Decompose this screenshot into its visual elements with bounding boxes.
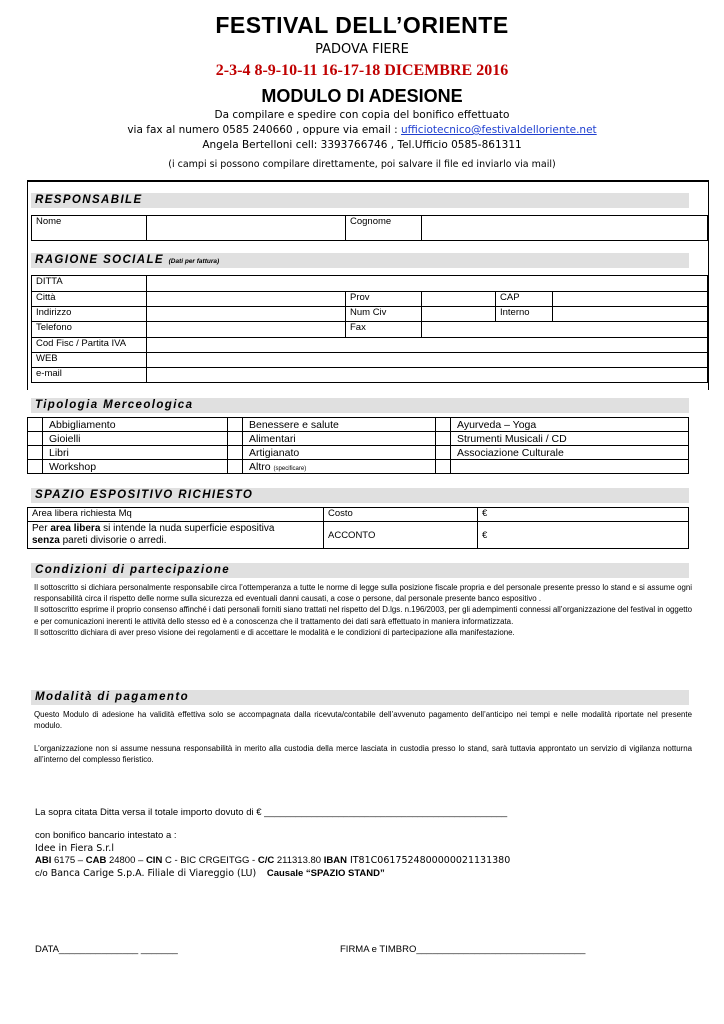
checkbox-workshop[interactable] <box>28 460 43 474</box>
desc-text: Per <box>32 523 51 534</box>
section-tipologia <box>31 398 689 413</box>
citta-field[interactable] <box>147 292 346 307</box>
condizioni-text <box>34 582 692 638</box>
checkbox-associazione[interactable] <box>436 446 451 460</box>
checkbox-benessere[interactable] <box>228 418 243 432</box>
section-spazio-title: SPAZIO ESPOSITIVO RICHIESTO <box>35 489 254 501</box>
option-altro <box>243 460 436 474</box>
web-field[interactable] <box>147 353 708 368</box>
pagamento-p1: Questo Modulo di adesione ha validità effettiva solo se accompagnata dalla ricevuta/contabile dell’avvenuto pagamento dell’anticipo nei tempi e nelle modalità riportate nel presente modulo. <box>34 710 692 731</box>
option-alimentari: Alimentari <box>243 432 436 446</box>
codfisc-field[interactable] <box>147 338 708 353</box>
section-condizioni <box>31 563 689 578</box>
firma-field[interactable]: FIRMA e TIMBRO________________________________ <box>340 944 586 955</box>
section-spazio <box>31 488 689 503</box>
option-associazione: Associazione Culturale <box>451 446 689 460</box>
cin-value: C - BIC CRGEITGG - <box>162 855 258 866</box>
spazio-table <box>27 507 689 549</box>
venue-subtitle: PADOVA FIERE <box>315 42 409 57</box>
iban-label: IBAN <box>323 855 347 866</box>
condizioni-p3: Il sottoscritto dichiara di aver preso visione dei regolamenti e di accettare le modalità e le condizioni di partecipazione alla manifestazione. <box>34 627 515 637</box>
abi-label: ABI <box>35 855 52 866</box>
form-title: MODULO DI ADESIONE <box>261 86 463 106</box>
fax-field[interactable] <box>422 322 708 338</box>
desc-text: si intende la nuda superficie espositiva <box>100 523 275 534</box>
checkbox-libri[interactable] <box>28 446 43 460</box>
costo-label: Costo <box>324 508 478 522</box>
co-label: c/o <box>35 868 48 879</box>
option-benessere: Benessere e salute <box>243 418 436 432</box>
option-altro-label: Altro <box>249 460 271 473</box>
iban-value: IT81C0617524800000021131380 <box>346 855 511 866</box>
cc-value: 211313.80 <box>274 855 324 866</box>
telefono-label: Telefono <box>32 322 147 338</box>
codfisc-label: Cod Fisc / Partita IVA <box>32 338 147 353</box>
ditta-label: DITTA <box>32 276 147 292</box>
abi-value: 6175 – <box>51 855 86 866</box>
bank-coordinates <box>35 855 510 866</box>
numciv-field[interactable] <box>422 307 496 322</box>
checkbox-alimentari[interactable] <box>228 432 243 446</box>
section-pagamento-title: Modalità di pagamento <box>35 691 189 703</box>
option-gioielli: Gioielli <box>43 432 228 446</box>
section-responsabile <box>31 193 689 208</box>
cap-field[interactable] <box>553 292 708 307</box>
checkbox-abbigliamento[interactable] <box>28 418 43 432</box>
bank-name: Banca Carige S.p.A. Filiale di Viareggio (LU) <box>47 868 257 879</box>
importo-line[interactable]: La sopra citata Ditta versa il totale importo dovuto di € ______________________________________________ <box>35 807 508 818</box>
checkbox-ayurveda[interactable] <box>436 418 451 432</box>
cognome-label: Cognome <box>346 216 422 241</box>
option-abbigliamento: Abbigliamento <box>43 418 228 432</box>
section-tipologia-title: Tipologia Merceologica <box>35 399 194 411</box>
cin-label: CIN <box>145 855 163 866</box>
phone-line: Angela Bertelloni cell: 3393766746 , Tel.Ufficio 0585-861311 <box>202 139 522 151</box>
data-field[interactable]: DATA_______________ _______ <box>35 944 178 955</box>
section-condizioni-title: Condizioni di partecipazione <box>35 564 231 576</box>
desc-text: pareti divisorie o arredi. <box>59 535 167 546</box>
bank-name-line <box>35 868 385 879</box>
nome-field[interactable] <box>147 216 346 241</box>
web-label: WEB <box>32 353 147 368</box>
telefono-field[interactable] <box>147 322 346 338</box>
indirizzo-label: Indirizzo <box>32 307 147 322</box>
cab-label: CAB <box>85 855 107 866</box>
intestatario: Idee in Fiera S.r.l <box>35 843 114 854</box>
responsabile-table <box>31 215 708 241</box>
section-ragione-title: RAGIONE SOCIALE <box>35 254 164 266</box>
acconto-label: ACCONTO <box>324 522 478 549</box>
nome-label: Nome <box>32 216 147 241</box>
option-libri: Libri <box>43 446 228 460</box>
empty-cell <box>436 460 451 474</box>
cognome-field[interactable] <box>422 216 708 241</box>
event-title: FESTIVAL DELL’ORIENTE <box>215 12 509 38</box>
prov-field[interactable] <box>422 292 496 307</box>
checkbox-altro[interactable] <box>228 460 243 474</box>
fax-email-text: via fax al numero 0585 240660 , oppure via email : <box>127 124 401 136</box>
interno-label: Interno <box>496 307 553 322</box>
ditta-field[interactable] <box>147 276 708 292</box>
option-ayurveda: Ayurveda – Yoga <box>451 418 689 432</box>
condizioni-p1: Il sottoscritto si dichiara personalmente responsabile circa l’ottemperanza a tutte le norme di legge sulla posizione fiscale propria e del personale presente presso lo stand e si assume ogni responsabilità circa il rispetto delle norme sulla sicurezza ed eventuali danni causati, a cose o persone, dal personale presente banco espositivo . <box>34 583 692 604</box>
tipologia-table <box>27 417 689 474</box>
acconto-field[interactable]: € <box>478 522 689 549</box>
option-altro-note: (specificare) <box>273 465 307 472</box>
email-link[interactable]: ufficiotecnico@festivaldelloriente.net <box>401 124 597 136</box>
citta-label: Città <box>32 292 147 307</box>
section-pagamento <box>31 690 689 705</box>
cab-value: 24800 – <box>106 855 146 866</box>
option-artigianato: Artigianato <box>243 446 436 460</box>
interno-field[interactable] <box>553 307 708 322</box>
fax-label: Fax <box>346 322 422 338</box>
costo-field[interactable]: € <box>478 508 689 522</box>
area-label: Area libera richiesta Mq <box>28 508 324 522</box>
checkbox-gioielli[interactable] <box>28 432 43 446</box>
fill-note: (i campi si possono compilare direttamente, poi salvare il file ed inviarlo via mail) <box>168 159 556 170</box>
area-description <box>28 522 324 549</box>
cap-label: CAP <box>496 292 553 307</box>
condizioni-p2: Il sottoscritto esprime il proprio consenso affinché i dati personali forniti siano trattati nel rispetto del D.lgs. n.196/2003, per gli adempimenti connessi all’organizzazione del festival in oggetto e per comunicazioni inerenti le attività dello stesso ed è a conoscenza che il trattamento dei dati sarà effettuato in maniera informatizzata. <box>34 605 692 626</box>
section-ragione-note: (Dati per fattura) <box>168 258 220 265</box>
bonifico-line: con bonifico bancario intestato a : <box>35 830 177 841</box>
indirizzo-field[interactable] <box>147 307 346 322</box>
causale: Causale “SPAZIO STAND” <box>266 868 385 879</box>
instructions-line: Da compilare e spedire con copia del bonifico effettuato <box>214 109 510 121</box>
checkbox-artigianato[interactable] <box>228 446 243 460</box>
email-label: e-mail <box>32 368 147 383</box>
section-responsabile-title: RESPONSABILE <box>35 194 143 206</box>
contact-line <box>0 124 724 136</box>
pagamento-p2: L’organizzazione non si assume nessuna responsabilità in merito alla custodia della merce lasciata in custodia presso lo stand, sarà tuttavia approntato un servizio di vigilanza notturna all’interno del complesso fieristico. <box>34 744 692 765</box>
ragione-table <box>31 275 708 383</box>
cc-label: C/C <box>257 855 275 866</box>
email-field[interactable] <box>147 368 708 383</box>
prov-label: Prov <box>346 292 422 307</box>
checkbox-strumenti[interactable] <box>436 432 451 446</box>
section-ragione-sociale <box>31 253 689 268</box>
event-dates: 2-3-4 8-9-10-11 16-17-18 DICEMBRE 2016 <box>215 62 509 79</box>
option-workshop: Workshop <box>43 460 228 474</box>
numciv-label: Num Civ <box>346 307 422 322</box>
option-strumenti: Strumenti Musicali / CD <box>451 432 689 446</box>
desc-bold: senza <box>32 535 60 546</box>
desc-bold: area libera <box>50 523 101 534</box>
empty-cell <box>451 460 689 474</box>
